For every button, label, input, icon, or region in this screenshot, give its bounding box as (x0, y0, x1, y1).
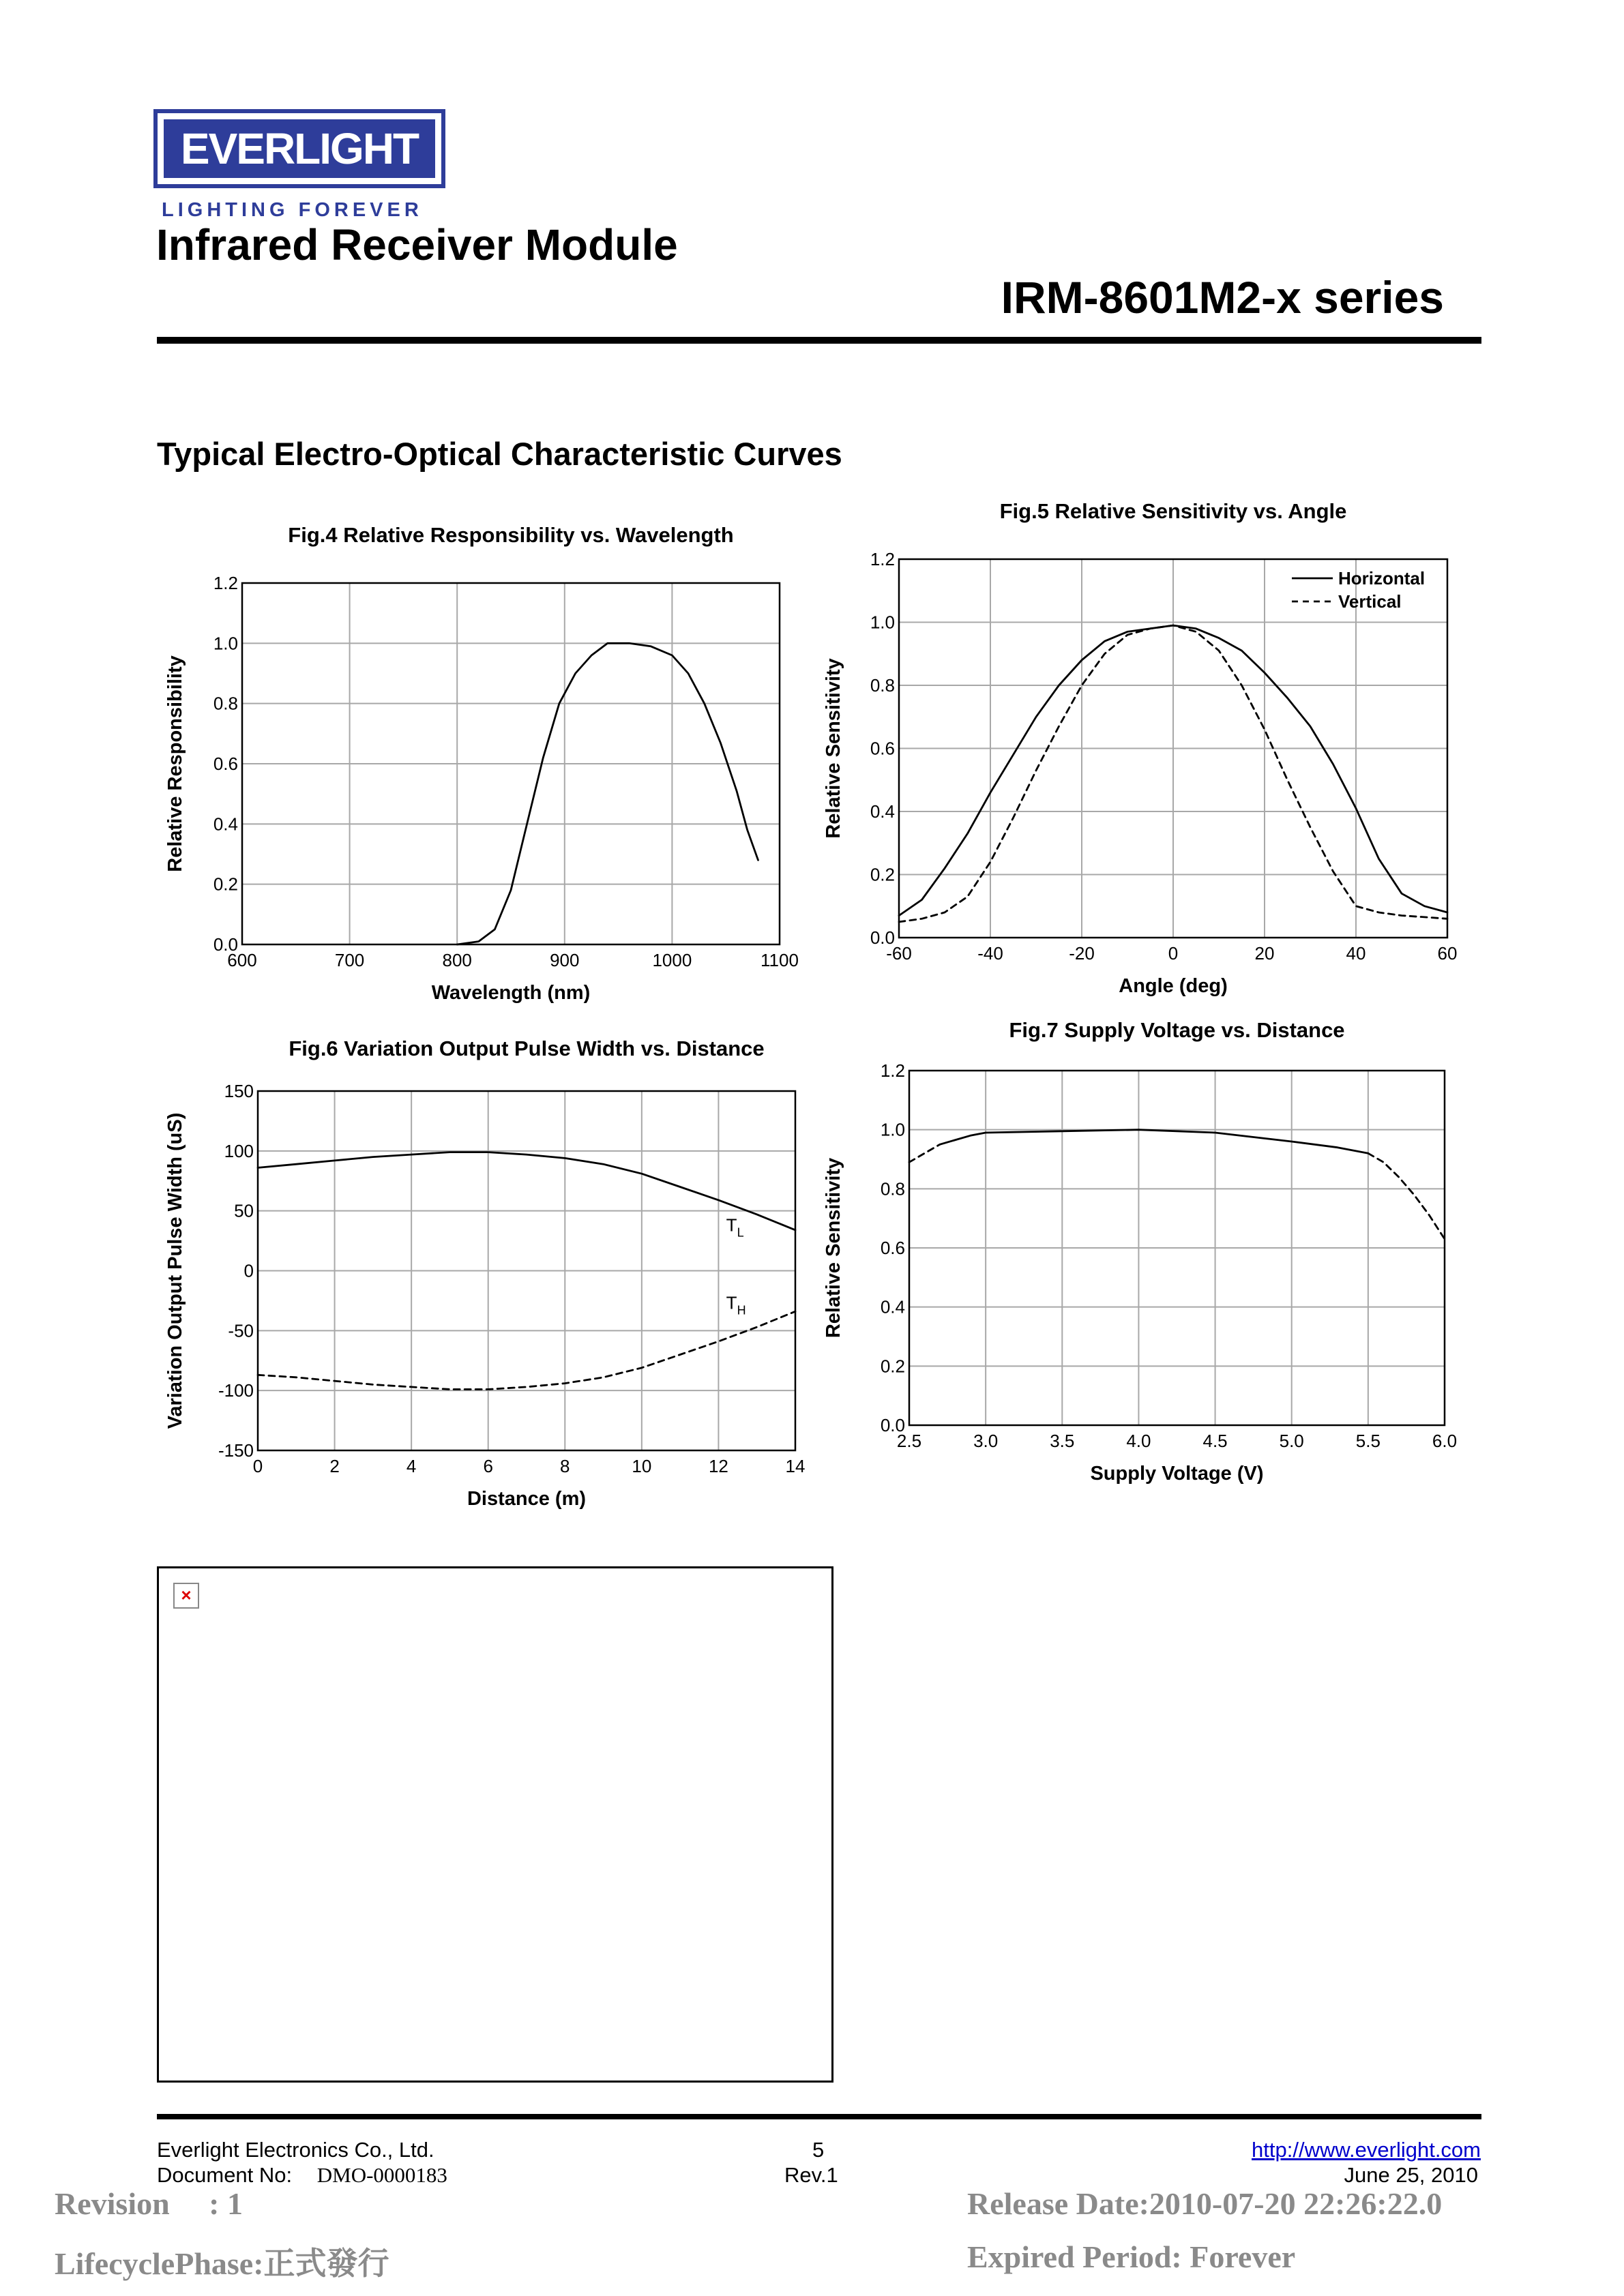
fig5-ytick-label: 1.2 (870, 549, 895, 569)
fig4-xtick-label: 1000 (652, 950, 692, 970)
fig6-series-th-line (258, 1311, 795, 1389)
fig4-ytick-label: 0.0 (213, 934, 238, 955)
fig6-xtick-label: 2 (329, 1456, 340, 1476)
fig5-xtick-label: -40 (977, 943, 1003, 964)
fig6-annotation: $T_L$ (726, 1214, 744, 1240)
fig7-xtick-label: 3.5 (1050, 1431, 1075, 1451)
fig4-ytick-label: 0.2 (213, 874, 238, 895)
fig7-xtick-label: 5.5 (1355, 1431, 1381, 1451)
fig4-ytick-label: 0.8 (213, 693, 238, 714)
fig4-xtick-label: 700 (334, 950, 365, 970)
fig7-ylabel: Relative Sensitivity (823, 1157, 844, 1339)
fig5-xtick-label: 0 (1168, 943, 1179, 964)
fig4-xtick-label: 600 (227, 950, 257, 970)
fig6-title: Fig.6 Variation Output Pulse Width vs. Distance (289, 1037, 765, 1060)
fig5-ylabel: Relative Sensitivity (823, 658, 844, 839)
fig5-ytick-label: 0.0 (870, 927, 895, 948)
fig7-xtick-label: 6.0 (1432, 1431, 1458, 1451)
fig4-chart (157, 515, 839, 1006)
footer-date: June 25, 2010 (1344, 2163, 1478, 2187)
fig7-ytick-label: 0.6 (880, 1238, 905, 1258)
fig6-ytick-label: -100 (218, 1380, 254, 1401)
fig7-ytick-label: 0.2 (880, 1356, 905, 1377)
meta-expired-period: Expired Period: Forever (967, 2239, 1296, 2274)
logo-tagline: LIGHTING FOREVER (162, 199, 423, 221)
series-title: IRM-8601M2-x series (1001, 272, 1444, 323)
fig6-xtick-label: 14 (785, 1456, 806, 1476)
fig4-xtick-label: 800 (442, 950, 472, 970)
everlight-logo (153, 109, 445, 188)
fig6-ytick-label: 50 (234, 1200, 254, 1221)
fig7-ytick-label: 1.2 (880, 1060, 905, 1081)
footer-revision: Rev.1 (784, 2163, 838, 2187)
fig6-xtick-label: 8 (560, 1456, 570, 1476)
fig7-xtick-label: 4.5 (1202, 1431, 1228, 1451)
doc-no-label: Document No: (157, 2163, 293, 2187)
fig5-chart (815, 491, 1497, 999)
fig7-xlabel: Supply Voltage (V) (1090, 1463, 1264, 1485)
fig4-xtick-label: 1100 (761, 950, 799, 970)
fig6-xtick-label: 6 (483, 1456, 493, 1476)
fig6-chart (157, 1023, 839, 1527)
fig7-chart (815, 1011, 1497, 1502)
fig7-ytick-label: 1.0 (880, 1119, 905, 1140)
fig4-ylabel: Relative Responsibility (164, 655, 186, 872)
fig5-xtick-label: 60 (1437, 943, 1458, 964)
logo-text: EVERLIGHT (164, 119, 435, 178)
fig5-xtick-label: 20 (1254, 943, 1275, 964)
broken-image-icon: × (173, 1583, 199, 1609)
fig6-xtick-label: 12 (708, 1456, 728, 1476)
fig4-xtick-label: 900 (550, 950, 580, 970)
fig7-xtick-label: 3.0 (973, 1431, 999, 1451)
fig5-xtick-label: 40 (1346, 943, 1366, 964)
fig6-ylabel: Variation Output Pulse Width (uS) (164, 1112, 186, 1429)
meta-lifecycle: LifecyclePhase:正式發行 (55, 2246, 389, 2281)
fig5-xtick-label: -60 (886, 943, 912, 964)
fig6-ytick-label: -150 (218, 1440, 254, 1461)
fig6-xtick-label: 4 (406, 1456, 417, 1476)
fig5-legend-label: Vertical (1338, 591, 1402, 612)
fig7-ytick-label: 0.8 (880, 1178, 905, 1199)
fig7-ytick-label: 0.4 (880, 1296, 905, 1317)
fig4-title: Fig.4 Relative Responsibility vs. Wavelength (288, 523, 734, 547)
fig7-title: Fig.7 Supply Voltage vs. Distance (1009, 1018, 1345, 1042)
image-placeholder-frame (157, 1566, 833, 2083)
fig6-xtick-label: 10 (632, 1456, 652, 1476)
fig5-ytick-label: 0.6 (870, 738, 895, 759)
fig4-ytick-label: 0.4 (213, 814, 238, 835)
footer-website-link[interactable]: http://www.everlight.com (1252, 2138, 1481, 2162)
fig5-title: Fig.5 Relative Sensitivity vs. Angle (999, 499, 1347, 523)
fig7-xtick-label: 5.0 (1279, 1431, 1304, 1451)
fig6-ytick-label: -50 (228, 1320, 254, 1341)
fig7-series-0-line (909, 1144, 940, 1162)
fig6-ytick-label: 0 (243, 1260, 254, 1281)
fig4-ytick-label: 0.6 (213, 754, 238, 774)
fig5-ytick-label: 0.8 (870, 675, 895, 696)
header-divider (157, 337, 1481, 344)
fig5-legend-label: Horizontal (1338, 568, 1426, 588)
section-title: Typical Electro-Optical Characteristic Curves (157, 436, 842, 472)
fig7-series-2-line (1368, 1153, 1445, 1239)
fig7-xtick-label: 2.5 (896, 1431, 922, 1451)
footer-company: Everlight Electronics Co., Ltd. (157, 2138, 434, 2162)
document-title: Infrared Receiver Module (156, 220, 678, 269)
footer-doc-no (157, 2163, 447, 2188)
fig5-ytick-label: 0.4 (870, 801, 895, 822)
doc-no-value: DMO-0000183 (316, 2163, 447, 2187)
fig6-xlabel: Distance (m) (467, 1488, 587, 1510)
fig5-ytick-label: 0.2 (870, 864, 895, 885)
fig4-ytick-label: 1.0 (213, 633, 238, 654)
fig7-ytick-label: 0.0 (880, 1415, 905, 1435)
fig7-series-1-line (940, 1130, 1368, 1154)
fig4-series-0-line (457, 643, 758, 944)
meta-revision: Revision : 1 (55, 2186, 243, 2221)
footer-divider (157, 2114, 1481, 2119)
fig6-ytick-label: 100 (224, 1140, 254, 1161)
fig6-series-tl-line (258, 1152, 795, 1230)
fig4-ytick-label: 1.2 (213, 573, 238, 593)
fig7-xtick-label: 4.0 (1126, 1431, 1151, 1451)
fig6-xtick-label: 0 (252, 1456, 263, 1476)
fig5-xtick-label: -20 (1069, 943, 1095, 964)
fig5-ytick-label: 1.0 (870, 612, 895, 633)
fig6-ytick-label: 150 (224, 1081, 254, 1101)
meta-release-date: Release Date:2010-07-20 22:26:22.0 (967, 2186, 1443, 2221)
footer-page-number: 5 (812, 2138, 825, 2162)
fig5-xlabel: Angle (deg) (1119, 975, 1228, 997)
fig6-annotation: $T_H$ (726, 1292, 746, 1317)
fig4-xlabel: Wavelength (nm) (431, 982, 591, 1004)
